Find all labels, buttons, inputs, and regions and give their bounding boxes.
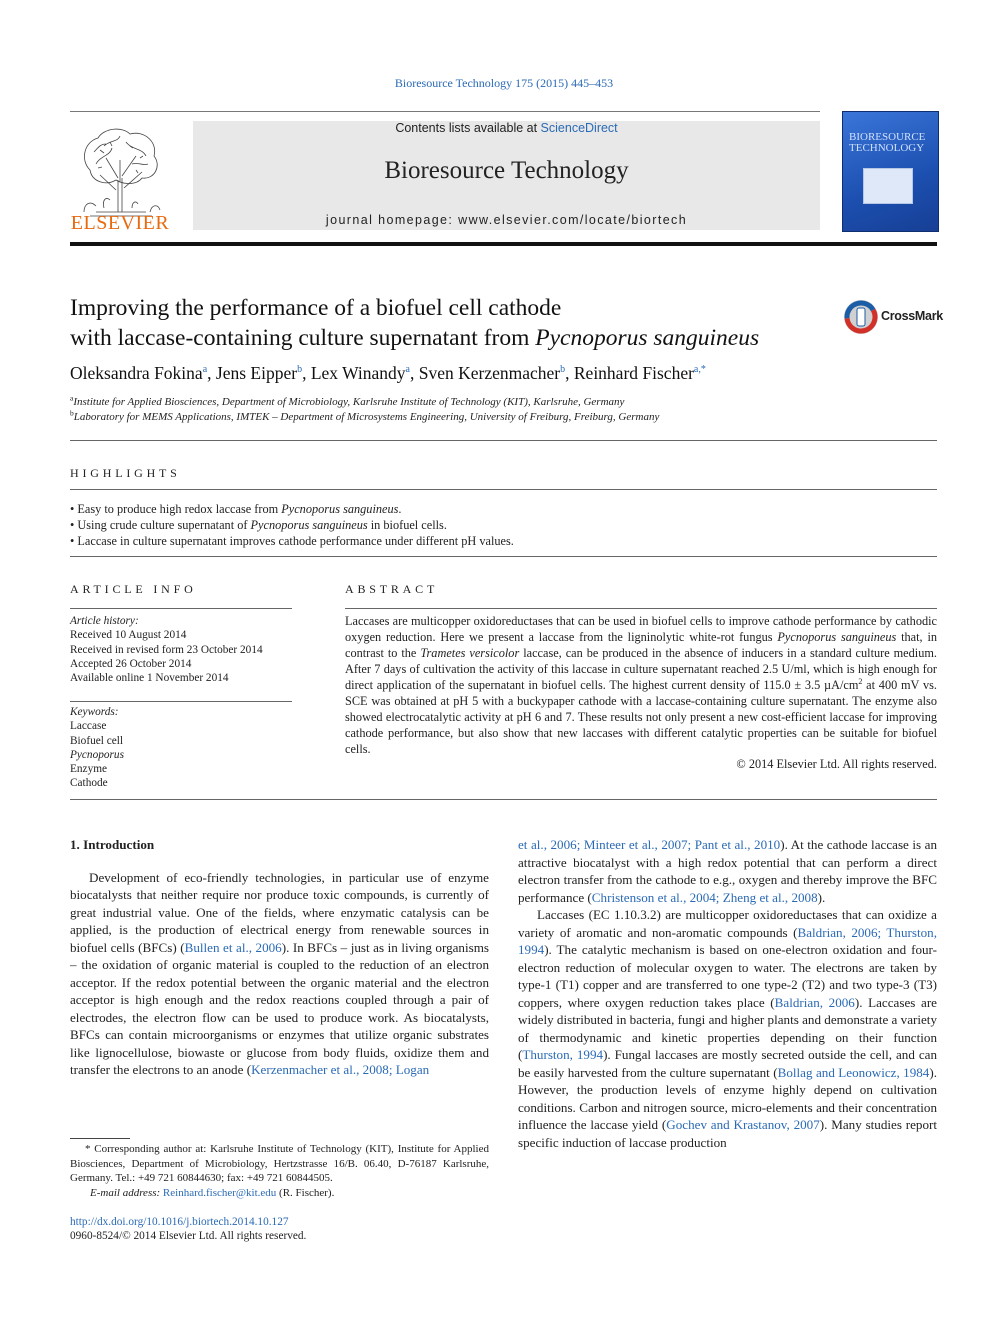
email-link[interactable]: Reinhard.fischer@kit.edu <box>162 1186 277 1199</box>
abstract-part: that, in contrast to the <box>345 630 938 660</box>
email-line <box>70 1186 489 1201</box>
history-label: Article history: <box>70 615 139 627</box>
highlight-text: Using crude culture supernatant of <box>77 518 251 532</box>
contents-prefix: Contents lists available at <box>395 121 541 135</box>
abstract-species: Pycnoporus sanguineus <box>777 630 897 644</box>
highlight-species: Pycnoporus sanguineus <box>250 518 368 532</box>
paragraph <box>518 836 937 906</box>
highlights-list <box>70 501 937 549</box>
cover-title: BIORESOURCE TECHNOLOGY <box>849 131 926 154</box>
divider <box>345 608 937 609</box>
cover-graphic <box>863 168 913 204</box>
crossmark-label[interactable]: CrossMark <box>881 309 943 323</box>
keyword: Pycnoporus <box>70 748 124 761</box>
abstract-superscript: 2 <box>858 676 863 686</box>
revised-date: Received in revised form 23 October 2014 <box>70 643 263 656</box>
footnote-text: * Corresponding author at: Karlsruhe Institute of Technology (KIT), Institute for Applied Biosciences, Department of Microbiology, Hertzstrasse 16/B. 06.40, D-76187 Karlsruhe, Germany. Tel.: +49 721 60844630; fax: +49 721 60844505. <box>70 1143 489 1184</box>
author: Oleksandra Fokina <box>70 363 203 383</box>
author-affil-sup[interactable]: b <box>560 364 566 376</box>
abstract-heading: ABSTRACT <box>345 582 439 596</box>
abstract-part: laccase, can be produced in the absence of inducers in a standard culture medium. After 7 days of cultivation the activity of this laccase in culture supernatant reached 2.5 U/ml, which is high enough for direct application of the supernatant in biofuel cells. The highest current density of 115.0 ± 3.5 µA/cm <box>345 646 937 692</box>
abstract-text <box>345 613 937 757</box>
email-label: E-mail address: <box>90 1186 163 1199</box>
title-line-1: Improving the performance of a biofuel cell cathode <box>70 295 562 321</box>
affil-marker: b <box>70 408 74 418</box>
journal-citation[interactable]: Bioresource Technology 175 (2015) 445–453 <box>394 76 614 90</box>
body-column-right <box>518 836 937 1151</box>
divider <box>70 799 937 800</box>
author: Sven Kerzenmacher <box>418 363 561 383</box>
highlight-item: • Laccase in culture supernatant improves cathode performance under different pH values. <box>70 534 514 548</box>
header-rule <box>70 111 820 112</box>
divider <box>70 608 292 609</box>
sciencedirect-link[interactable]: ScienceDirect <box>540 121 618 135</box>
divider <box>70 489 937 490</box>
affil-marker: a <box>70 393 74 403</box>
citation-link[interactable]: Baldrian, 2006 <box>774 994 855 1010</box>
author-affil-sup[interactable]: a <box>405 364 410 376</box>
doi-link[interactable]: http://dx.doi.org/10.1016/j.biortech.2014.10.127 <box>70 1216 289 1228</box>
citation-link[interactable]: Thurston, 1994 <box>522 1047 604 1062</box>
paragraph-text: ). At the cathode laccase is an attractive biocatalyst with a high redox potential that can perform a direct electron transfer from the cathode to e.g., oxygen and thereby improve the BFC performance ( <box>518 837 937 905</box>
divider <box>70 701 292 702</box>
header-thick-rule <box>70 242 937 246</box>
author: Lex Winandy <box>310 363 406 383</box>
keyword: Cathode <box>70 777 108 790</box>
title-line-2 <box>70 323 830 353</box>
crossmark-icon[interactable] <box>843 299 879 335</box>
abstract-part: at 400 mV vs. SCE was obtained at pH 5 with a buckypaper cathode with a laccase-containing culture supernatant. The enzyme also showed electrocatalytic activity at pH 6 and 7. These results not only present a new cost-efficient laccase for improving cathode performance, but also show that new laccases with different catalytic properties can be suitable for biofuel cells. <box>345 678 937 756</box>
abstract-copyright: © 2014 Elsevier Ltd. All rights reserved. <box>736 757 937 771</box>
divider <box>70 440 937 441</box>
abstract-part: Laccases are multicopper oxidoreductases that can be used in biofuel cells to improve cathode performance by cathodic oxygen reduction. Here we present a laccase from the ligninolytic white-rot fungus <box>345 614 937 644</box>
highlight-item: • Using crude culture supernatant of Pycnoporus sanguineus in biofuel cells. <box>70 518 447 532</box>
title-line-2-plain: with laccase-containing culture supernatant from <box>70 325 536 351</box>
highlight-text-end: . <box>398 502 402 516</box>
issn-copyright: 0960-8524/© 2014 Elsevier Ltd. All rights reserved. <box>70 1230 307 1242</box>
highlight-item: • Easy to produce high redox laccase from Pycnoporus sanguineus. <box>70 502 402 516</box>
author: Jens Eipper <box>215 363 298 383</box>
journal-homepage[interactable]: journal homepage: www.elsevier.com/locate/biortech <box>325 213 688 227</box>
paragraph-text: ). In BFCs – just as in living organisms – the oxidation of organic material is coupled to the reduction of an electron acceptor. If the redox potential between the organic material and the electron acceptor is high enough and the redox reactions coupled through a pair of electrodes, the electron flow can be used to produce work. As biocatalysts, BFCs can contain microorganisms or enzymes that utilize organic substrates like lignocellulose, biowaste or glucose from body fluids, oxidize them and transfer the electrons to an anode ( <box>70 939 489 1077</box>
highlight-text-end: in biofuel cells. <box>367 518 447 532</box>
divider <box>70 556 937 557</box>
citation-link[interactable]: Gochev and Krastanov, 2007 <box>666 1117 820 1132</box>
keywords <box>70 705 292 791</box>
journal-masthead <box>193 121 820 230</box>
author-affil-sup[interactable]: b <box>297 364 303 376</box>
highlight-text: Easy to produce high redox laccase from <box>77 502 282 516</box>
citation-link[interactable]: Bullen et al., 2006 <box>184 939 282 955</box>
received-date: Received 10 August 2014 <box>70 629 187 642</box>
paragraph-text: ). Laccases are widely distributed in bacteria, fungi and higher plants and demonstrate a variety of thermodynamic and kinetic properties depending on their function ( <box>518 994 937 1062</box>
corresponding-author-footnote <box>70 1142 489 1200</box>
paragraph-text: ). However, the production levels of enzyme highly depend on cultivation conditions. Carbon and nitrogen source, micro-elements and their concentration influence the laccase yield ( <box>518 1064 937 1132</box>
author-list: Oleksandra Fokina$^a$, Jens Eipper$^b$, Lex Winandy$^a$, Sven Kerzenmacher$^b$, Reinhard Fischer$^{a,*}$ <box>70 363 706 383</box>
elsevier-wordmark: ELSEVIER <box>70 212 170 234</box>
affiliation-a-text: Institute for Applied Biosciences, Department of Microbiology, Karlsruhe Institute of Technology (KIT), Karlsruhe, Germany <box>73 396 625 408</box>
keyword: Biofuel cell <box>70 734 124 747</box>
journal-cover-image <box>842 111 939 232</box>
citation-link[interactable]: Christenson et al., 2004; Zheng et al., 2008 <box>591 889 818 905</box>
article-title <box>70 293 830 353</box>
highlight-text: Laccase in culture supernatant improves cathode performance under different pH values. <box>77 534 514 548</box>
keywords-label: Keywords: <box>70 706 119 718</box>
affiliation-a <box>70 393 625 408</box>
paragraph-text: Laccases (EC 1.10.3.2) are multicopper oxidoreductases that can oxidize a variety of aromatic and non-aromatic compounds ( <box>518 907 937 940</box>
paragraph-text: ). <box>817 889 826 905</box>
author-affil-sup[interactable]: a <box>202 364 208 376</box>
citation-link[interactable]: Bollag and Leonowicz, 1984 <box>777 1064 930 1080</box>
footnote-rule <box>70 1138 130 1139</box>
journal-title: Bioresource Technology <box>384 157 629 184</box>
paragraph-text: ). The catalytic mechanism is based on one-electron oxidation and four-electron reduction of molecular oxygen to water. The electrons are taken by type-1 (T1) copper and are transferred to one type-2 (T2) and two type-3 (T3) coppers, where oxygen reduction takes place ( <box>518 942 937 1010</box>
paragraph-text: Development of eco-friendly technologies, in particular use of enzyme biocatalysts that neither require nor produce toxic compounds, is currently of great industrial value. One of the fields, where enzymatic catalysis can be applied, is the production of electrical energy from renewable sources in biofuel cells (BFCs) ( <box>70 869 489 955</box>
accepted-date: Accepted 26 October 2014 <box>70 657 192 670</box>
author-affil-sup[interactable]: a,* <box>693 364 706 376</box>
keyword: Enzyme <box>70 763 108 776</box>
email-suffix: (R. Fischer). <box>276 1186 335 1199</box>
abstract-species: Trametes versicolor <box>420 646 520 660</box>
citation-link[interactable]: Baldrian, 2006; Thurston, 1994 <box>518 924 937 957</box>
highlight-species: Pycnoporus sanguineus <box>281 502 399 516</box>
paragraph-text: ). Fungal laccases are mostly secreted outside the cell, and can be easily harvested from the culture supernatant ( <box>518 1047 937 1080</box>
affiliation-b <box>70 408 660 423</box>
affiliation-b-text: Laboratory for MEMS Applications, IMTEK – Department of Microsystems Engineering, University of Freiburg, Freiburg, Germany <box>73 411 660 423</box>
article-info-heading: ARTICLE INFO <box>70 582 197 596</box>
keyword: Laccase <box>70 720 107 733</box>
citation-link[interactable]: et al., 2006; Minteer et al., 2007; Pant et al., 2010 <box>518 837 781 852</box>
body-column-left <box>70 836 489 1079</box>
section-heading: 1. Introduction <box>70 837 155 852</box>
paragraph <box>70 869 489 1079</box>
article-history <box>70 614 292 685</box>
paragraph <box>518 906 937 1151</box>
online-date: Available online 1 November 2014 <box>70 672 229 685</box>
citation-link[interactable]: Kerzenmacher et al., 2008; Logan <box>251 1062 430 1077</box>
contents-line <box>193 121 820 135</box>
title-species: Pycnoporus sanguineus <box>535 325 760 351</box>
author: Reinhard Fischer <box>573 363 694 383</box>
highlights-heading: HIGHLIGHTS <box>70 466 181 480</box>
paragraph-text: ). Many studies report specific induction of laccase production <box>518 1117 938 1150</box>
